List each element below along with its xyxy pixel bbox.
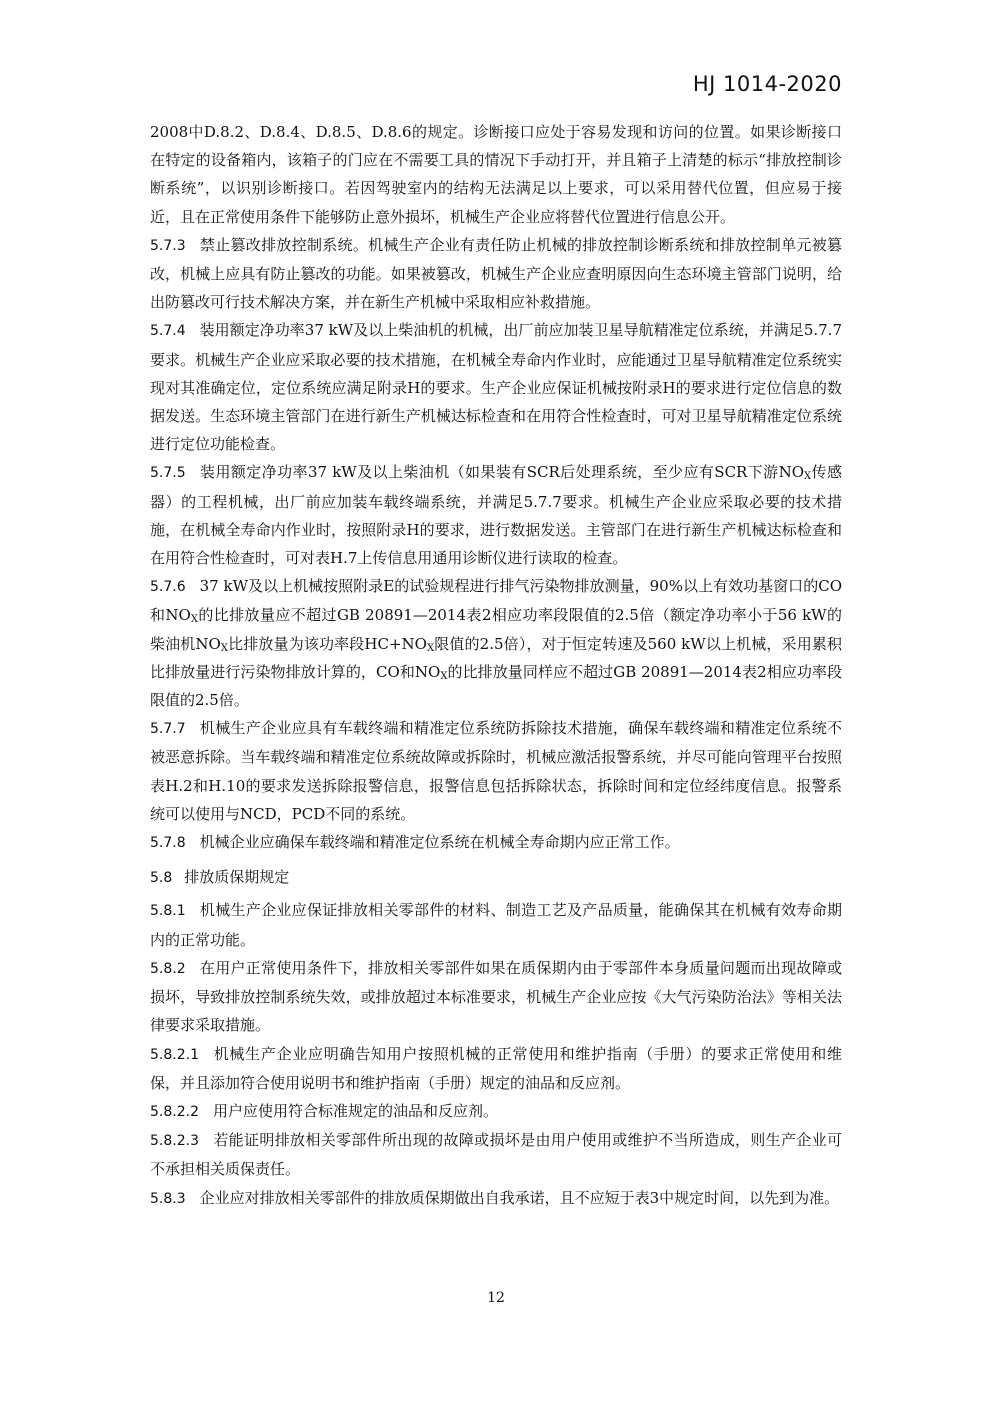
clause-5-8-2-1	[150, 1040, 842, 1097]
clause-text: 限值的2.5倍），对于恒定转速及560 kW以上机械，采用累积比排放量进行污染物排放计算的，CO和NO	[150, 634, 842, 681]
clause-text: 机械企业应确保车载终端和精准定位系统在机械全寿命期内应正常工作。	[199, 833, 680, 852]
document-body	[150, 118, 842, 1213]
clause-text: 37 kW及以上机械按照附录E的试验规程进行排气污染物排放测量，90%以上有效功基窗口的CO和NO	[150, 577, 842, 625]
clause-5-7-4	[150, 316, 842, 458]
clause-5-8-3	[150, 1184, 842, 1213]
clause-text: 机械生产企业应明确告知用户按照机械的正常使用和维护指南（手册）的要求正常使用和维保，并且添加符合使用说明书和维护指南（手册）规定的油品和反应剂。	[150, 1044, 842, 1092]
clause-number: 5.7.6	[150, 579, 186, 596]
clause-number: 5.8.2.2	[150, 1103, 199, 1120]
paragraph-text: 2008中D.8.2、D.8.4、D.8.5、D.8.6的规定。诊断接口应处于容易发现和访问的位置。如果诊断接口在特定的设备箱内，该箱子的门应在不需要工具的情况下手动打开，并且箱子上清楚的标示“排放控制诊断系统”，以识别诊断接口。若因驾驶室内的结构无法满足以上要求，可以采用替代位置，但应易于接近，且在正常使用条件下能够防止意外损坏，机械生产企业应将替代位置进行信息公开。	[150, 123, 842, 226]
clause-5-7-3	[150, 231, 842, 317]
subscript: X	[804, 471, 812, 483]
clause-text: 若能证明排放相关零部件所出现的故障或损坏是由用户使用或维护不当所造成，则生产企业可不承担相关质保责任。	[150, 1131, 842, 1179]
clause-5-8-2-3	[150, 1126, 842, 1183]
clause-number: 5.8.1	[150, 903, 186, 920]
clause-text: 在用户正常使用条件下，排放相关零部件如果在质保期内由于零部件本身质量问题而出现故障或损坏，导致排放控制系统失效，或排放超过本标准要求，机械生产企业应按《大气污染防治法》等相关法律要求采取措施。	[150, 958, 842, 1035]
page-number: 12	[487, 1290, 505, 1306]
clause-number: 5.7.7	[150, 721, 186, 738]
clause-number: 5.7.8	[150, 835, 186, 852]
clause-5-7-7	[150, 714, 842, 828]
clause-text: 传感器）的工程机械，出厂前应加装车载终端系统，并满足5.7.7要求。机械生产企业应采取必要的技术措施，在机械全寿命内作业时，按照附录H的要求，进行数据发送。主管部门在进行新生产机械达标检查和在用符合性检查时，可对表H.7上传信息用通用诊断仪进行读取的检查。	[150, 463, 842, 568]
clause-text: 的比排放量同样应不超过GB 20891—2014表2相应功率段限值的2.5倍。	[150, 662, 842, 710]
clause-text: 用户应使用符合标准规定的油品和反应剂。	[212, 1101, 498, 1120]
clause-number: 5.8.2	[150, 960, 186, 977]
clause-number: 5.8.2.1	[150, 1046, 199, 1063]
clause-text: 的比排放量应不超过GB 20891—2014表2相应功率段限值的2.5倍（额定净功率小于56 kW的柴油机NO	[150, 606, 842, 653]
subscript: X	[190, 614, 198, 626]
clause-number: 5.8.3	[150, 1190, 186, 1207]
clause-text: 装用额定净功率37 kW及以上柴油机（如果装有SCR后处理系统，至少应有SCR下游NO	[199, 463, 805, 482]
paragraph-continued	[150, 118, 842, 231]
clause-5-8-2-2	[150, 1097, 842, 1126]
clause-text: 机械生产企业应具有车载终端和精准定位系统防拆除技术措施，确保车载终端和精准定位系统不被恶意拆除。当车载终端和精准定位系统故障或拆除时，机械应激活报警系统，并尽可能向管理平台按照表H.2和H.10的要求发送拆除报警信息，报警信息包括拆除状态，拆除时间和定位经纬度信息。报警系统可以使用与NCD，PCD不同的系统。	[150, 719, 842, 823]
clause-text: 禁止篡改排放控制系统。机械生产企业有责任防止机械的排放控制诊断系统和排放控制单元被篡改，机械上应具有防止篡改的功能。如果被篡改，机械生产企业应查明原因向生态环境主管部门说明，给出防篡改可行技术解决方案，并在新生产机械中采取相应补救措施。	[150, 235, 842, 312]
clause-number: 5.7.5	[150, 465, 186, 482]
clause-5-7-8	[150, 828, 842, 857]
section-title: 排放质保期规定	[184, 868, 290, 887]
section-heading-5-8	[150, 863, 842, 892]
clause-number: 5.8.2.3	[150, 1133, 199, 1150]
clause-number: 5.7.3	[150, 237, 186, 254]
clause-text: 比排放量为该功率段HC+NO	[227, 634, 427, 653]
clause-5-7-5	[150, 458, 842, 572]
clause-number: 5.7.4	[150, 323, 186, 340]
clause-text: 装用额定净功率37 kW及以上柴油机的机械，出厂前应加装卫星导航精准定位系统，并满足5.7.7要求。机械生产企业应采取必要的技术措施，在机械全寿命内作业时，应能通过卫星导航精准定位系统实现对其准确定位，定位系统应满足附录H的要求。生产企业应保证机械按附录H的要求进行定位信息的数据发送。生态环境主管部门在进行新生产机械达标检查和在用符合性检查时，可对卫星导航精准定位系统进行定位功能检查。	[150, 321, 842, 454]
clause-5-8-2	[150, 954, 842, 1040]
subscript: X	[220, 642, 228, 654]
standard-code: HJ 1014-2020	[692, 72, 842, 96]
clause-5-7-6	[150, 572, 842, 714]
clause-text: 企业应对排放相关零部件的排放质保期做出自我承诺，且不应短于表3中规定时间，以先到为准。	[199, 1188, 840, 1207]
clause-5-8-1	[150, 896, 842, 953]
section-number: 5.8	[150, 870, 173, 887]
subscript: X	[426, 642, 435, 654]
clause-text: 机械生产企业应保证排放相关零部件的材料、制造工艺及产品质量，能确保其在机械有效寿命期内的正常功能。	[150, 901, 842, 949]
subscript: X	[440, 670, 448, 682]
